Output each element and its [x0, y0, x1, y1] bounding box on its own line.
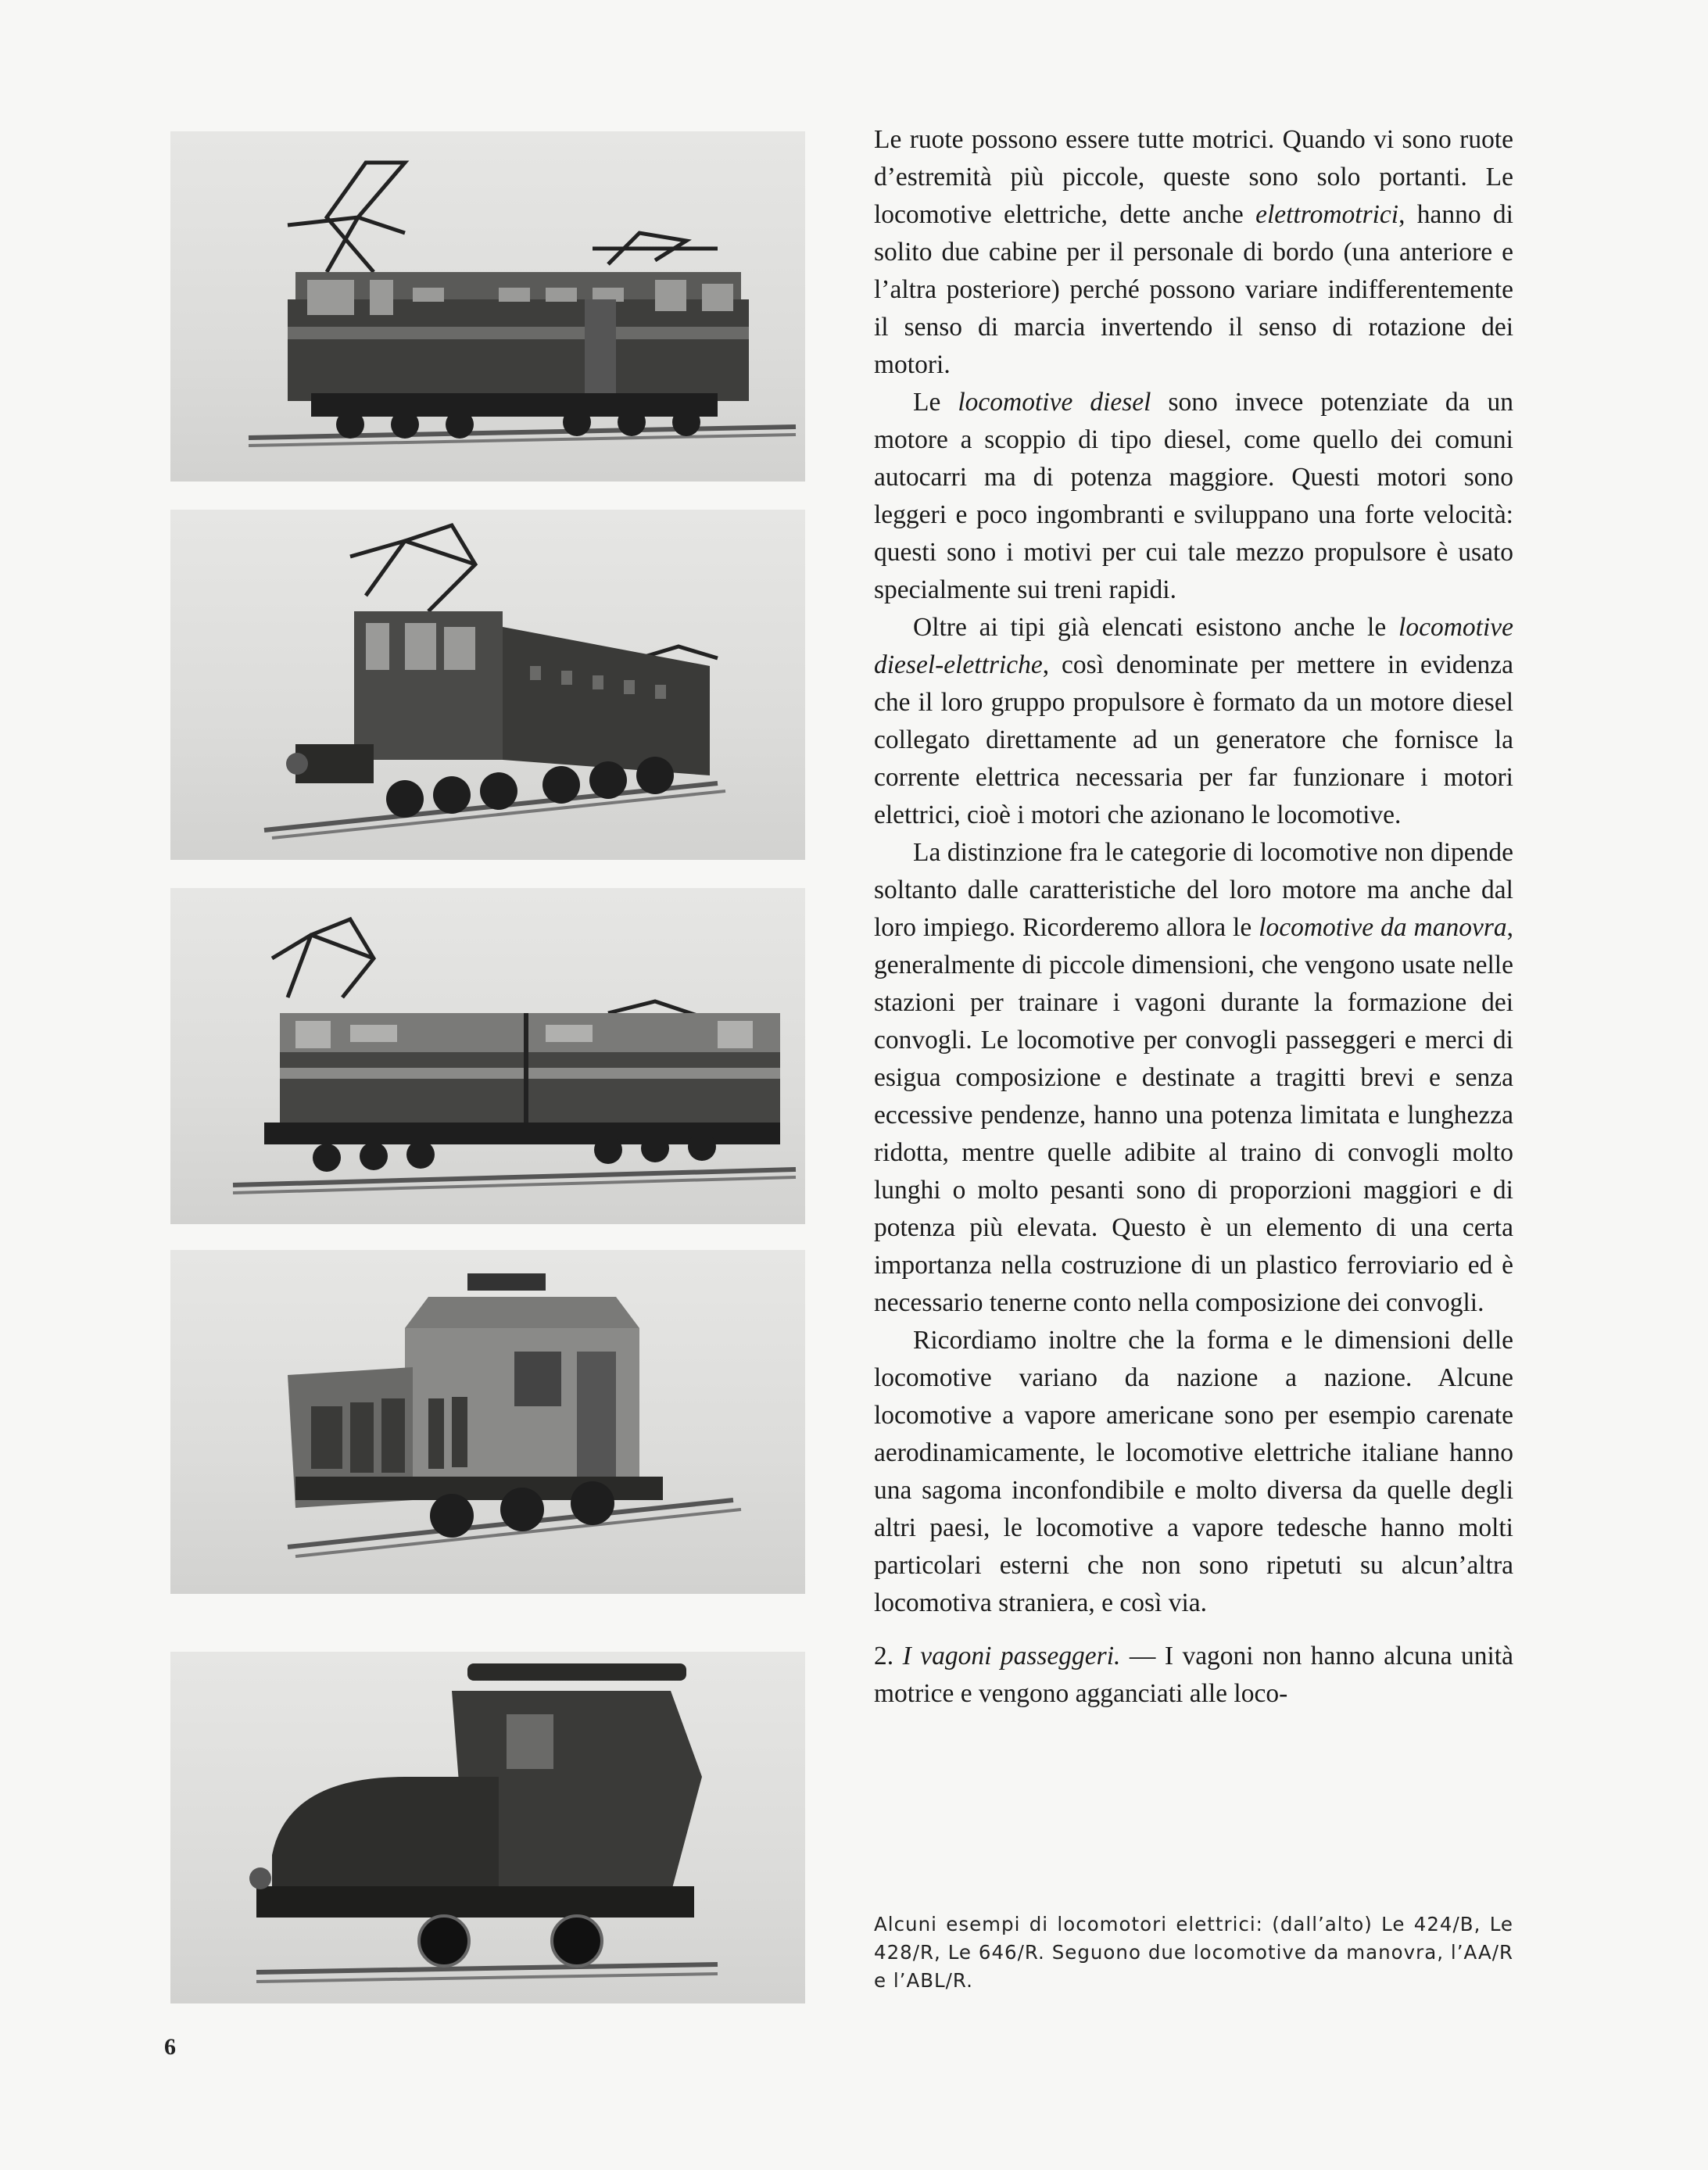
- paragraph-diesel-locomotives: Le locomotive diesel sono invece potenziate da un motore a scoppio di tipo diesel, come quello dei comuni autocarri ma di potenza maggiore. Questi motori sono leggeri e poco ingombranti e sviluppano una forte velocità: questi sono i motivi per cui tale mezzo propulsore è usato specialmente sui treni rapidi.: [874, 388, 1513, 604]
- paragraph-national-differences: Ricordiamo inoltre che la forma e le dimensioni delle locomotive variano da nazione a nazione. Alcune locomotive a vapore americane sono per esempio carenate aerodinamicamente, le locomotive elettriche italiane hanno una sagoma inconfondibile e molto diversa da quelle degli altri paesi, le locomotive a vapore tedesche hanno molti particolari esterni che non sono ripetuti su alcun’altra locomotiva straniera, e così via.: [874, 1326, 1513, 1617]
- photo-locomotive-le-424b: [170, 131, 805, 482]
- locomotive-abl-r-illustration: [170, 1652, 805, 2003]
- paragraph-shunting-locomotives: La distinzione fra le categorie di locomotive non dipende soltanto dalle caratteristiche del loro motore ma anche dal loro impiego. Ricorderemo allora le locomotive da manovra, generalmente di piccole dimensioni, che vengono usate nelle stazioni per trainare i vagoni durante la formazione dei convogli. Le locomotive per convogli passeggeri e merci di esigua composizione e destinate a tragitti brevi e senza eccessive pendenze, hanno una potenza limitata e lunghezza ridotta, mentre quelle adibite al traino di convogli molto lunghi o molto pesanti sono di proporzioni maggiori e di potenza più elevata. Questo è un elemento di una certa importanza nella costruzione di un plastico ferroviario ed è necessario tenerne conto nella composizione dei convogli.: [874, 838, 1513, 1317]
- section-heading-passenger-cars: 2. I vagoni passeggeri. — I vagoni non hanno alcuna unità motrice e vengono agganciati alle loco-: [874, 1642, 1513, 1708]
- locomotive-le-428r-illustration: [170, 510, 805, 860]
- photo-locomotive-le-646r: [170, 888, 805, 1224]
- photo-locomotive-aa-r: [170, 1250, 805, 1594]
- body-text: [874, 121, 1513, 1713]
- paragraph-diesel-electric: Oltre ai tipi già elencati esistono anche le locomotive diesel-elettriche, così denominate per mettere in evidenza che il loro gruppo propulsore è formato da un motore diesel collegato direttamente ad un generatore che fornisce la corrente elettrica necessaria per far funzionare i motori elettrici, cioè i motori che azionano le locomotive.: [874, 613, 1513, 829]
- paragraph-electric-locomotives: Le ruote possono essere tutte motrici. Quando vi sono ruote d’estremità più piccole, queste sono solo portanti. Le locomotive elettriche, dette anche elettromotrici, hanno di solito due cabine per il personale di bordo (una anteriore e l’altra posteriore) perché possono variare indifferentemente il senso di marcia invertendo il senso di rotazione dei motori.: [874, 125, 1513, 379]
- photo-locomotive-le-428r: [170, 510, 805, 860]
- locomotive-aa-r-illustration: [170, 1250, 805, 1594]
- figure-caption: Alcuni esempi di locomotori elettrici: (dall’alto) Le 424/B, Le 428/R, Le 646/R. Seguono due locomotive da manovra, l’AA/R e l’ABL/R.: [874, 1913, 1513, 1992]
- locomotive-le-424b-illustration: [170, 131, 805, 482]
- page-number: 6: [164, 2034, 176, 2060]
- photo-locomotive-abl-r: [170, 1652, 805, 2003]
- locomotive-le-646r-illustration: [170, 888, 805, 1224]
